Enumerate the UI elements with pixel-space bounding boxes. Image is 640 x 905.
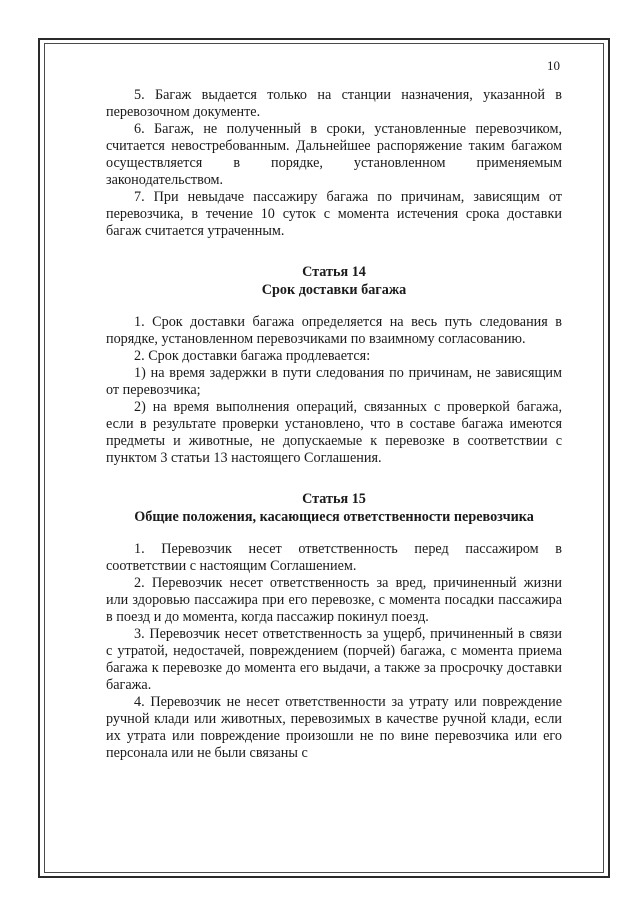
article-title: Срок доставки багажа [261, 282, 407, 298]
paragraph: 2) на время выполнения операций, связанных с проверкой багажа, если в результате проверки установлено, что в составе багажа имеются предметы и животные, не допускаемые к перевозке в соответствии с пунктом 3 статьи 13 настоящего Соглашения. [106, 399, 562, 466]
article-15 [106, 490, 562, 762]
page-number: 10 [547, 58, 560, 73]
paragraph: 2. Перевозчик несет ответственность за вред, причиненный жизни или здоровью пассажира при его перевозке, с момента посадки пассажира в поезд и до момента, когда пассажир покинул поезд. [106, 575, 562, 625]
paragraph: 2. Срок доставки багажа продлевается: [134, 348, 371, 364]
article-number: Статья 15 [302, 491, 366, 507]
paragraph: 7. При невыдаче пассажиру багажа по причинам, зависящим от перевозчика, в течение 10 суток с момента истечения срока доставки багаж считается утраченным. [106, 189, 562, 239]
paragraph: 1. Срок доставки багажа определяется на весь путь следования в порядке, установленном перевозчиками по взаимному согласованию. [106, 314, 562, 347]
document-body [106, 87, 562, 762]
paragraph: 1. Перевозчик несет ответственность перед пассажиром в соответствии с настоящим Соглашением. [106, 541, 562, 574]
paragraph: 3. Перевозчик несет ответственность за ущерб, причиненный в связи с утратой, недостачей, повреждением (порчей) багажа, с момента приема багажа к перевозке до момента его выдачи, а также за просрочку доставки багажа. [106, 626, 562, 693]
article-title: Общие положения, касающиеся ответственности перевозчика [134, 509, 534, 525]
paragraph: 1) на время задержки в пути следования по причинам, не зависящим от перевозчика; [106, 365, 562, 398]
paragraph: 4. Перевозчик не несет ответственности за утрату или повреждение ручной клади или животных, перевозимых в качестве ручной клади, если их утрата или повреждение произошли не по вине перевозчика или его персонала или не были связаны с [106, 694, 562, 761]
paragraph: 6. Багаж, не полученный в сроки, установленные перевозчиком, считается невостребованным. Дальнейшее распоряжение таким багажом осуществляется в порядке, установленном применяемым законодательством. [106, 121, 562, 188]
article-14 [106, 263, 562, 467]
paragraph: 5. Багаж выдается только на станции назначения, указанной в перевозочном документе. [106, 87, 562, 120]
article-number: Статья 14 [302, 264, 366, 280]
